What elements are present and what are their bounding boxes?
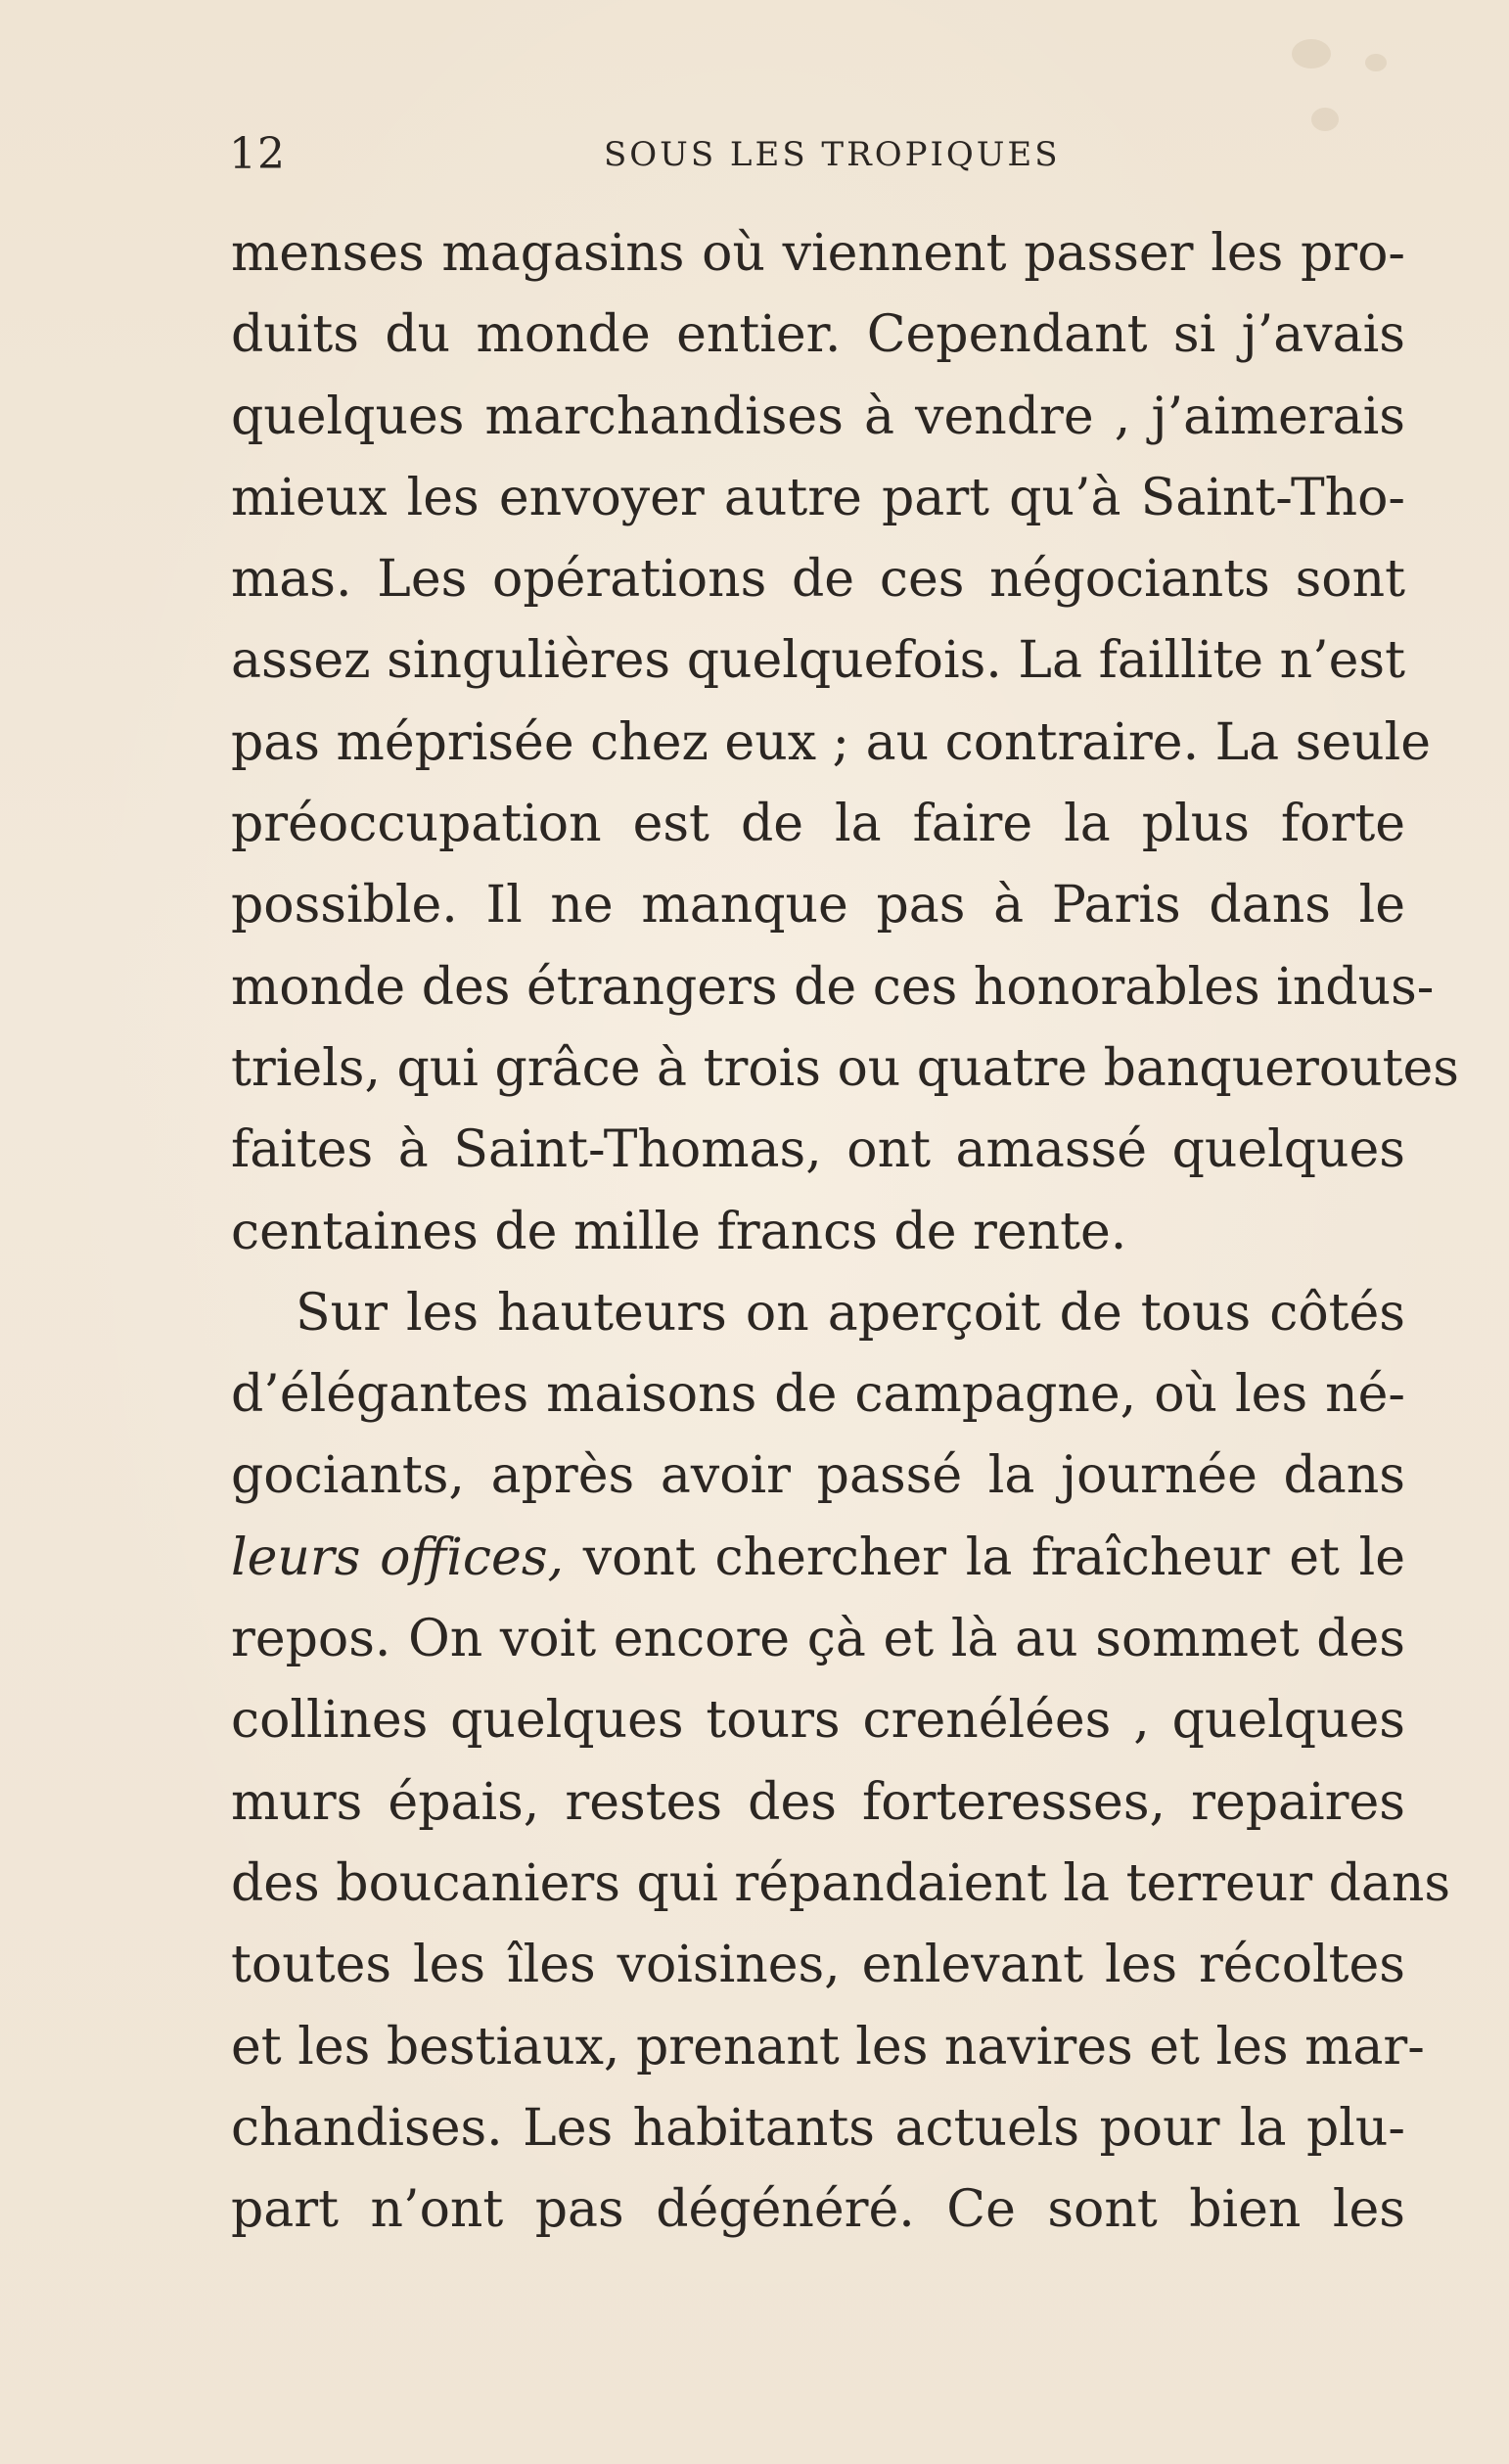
text-line: d’élégantes maisons de campagne, où les né- xyxy=(231,1365,1405,1425)
text-line: mas. Les opérations de ces négociants sont xyxy=(231,550,1405,610)
text-line: chandises. Les habitants actuels pour la plu- xyxy=(231,2098,1405,2158)
text-line-with-italic xyxy=(231,1518,1405,1599)
text-line: triels, qui grâce à trois ou quatre banqueroutes xyxy=(231,1038,1459,1098)
text-line: préoccupation est de la faire la plus forte xyxy=(231,795,1405,854)
text-line: repos. On voit encore çà et là au sommet des xyxy=(231,1610,1405,1669)
italic-phrase: leurs offices, xyxy=(231,1528,565,1587)
text-line: faites à Saint-Thomas, ont amassé quelques xyxy=(231,1120,1405,1180)
text-line: pas méprisée chez eux ; au contraire. La seule xyxy=(231,712,1432,772)
page-header xyxy=(229,125,1403,184)
paper-stain xyxy=(1292,39,1331,68)
text-line-paragraph-end: centaines de mille francs de rente. xyxy=(231,1202,1127,1261)
text-line: quelques marchandises à vendre , j’aimerais xyxy=(231,387,1405,446)
text-line: monde des étrangers de ces honorables indus- xyxy=(231,957,1435,1017)
page-number: 12 xyxy=(229,129,286,179)
text-line-paragraph-start: Sur les hauteurs on aperçoit de tous côtés xyxy=(296,1283,1405,1343)
text-line-rest: vont chercher la fraîcheur et le xyxy=(564,1528,1406,1587)
text-line: toutes les îles voisines, enlevant les récoltes xyxy=(231,1936,1405,1995)
text-line: menses magasins où viennent passer les pro- xyxy=(231,224,1405,283)
text-line: gociants, après avoir passé la journée dans xyxy=(231,1446,1405,1506)
text-line: mieux les envoyer autre part qu’à Saint-Tho- xyxy=(231,468,1405,527)
text-line: assez singulières quelquefois. La faillite n’est xyxy=(231,631,1405,691)
text-line: possible. Il ne manque pas à Paris dans le xyxy=(231,876,1405,935)
body-text xyxy=(231,213,1459,2251)
text-line: part n’ont pas dégénéré. Ce sont bien les xyxy=(231,2180,1405,2240)
text-line: murs épais, restes des forteresses, repaires xyxy=(231,1772,1405,1832)
text-line: duits du monde entier. Cependant si j’avais xyxy=(231,305,1405,365)
paper-stain xyxy=(1365,54,1387,71)
text-line: collines quelques tours crenélées , quelques xyxy=(231,1691,1405,1751)
running-title: SOUS LES TROPIQUES xyxy=(604,135,1061,174)
text-line: des boucaniers qui répandaient la terreur dans xyxy=(231,1853,1451,1913)
text-line: et les bestiaux, prenant les navires et les mar- xyxy=(231,2017,1425,2076)
